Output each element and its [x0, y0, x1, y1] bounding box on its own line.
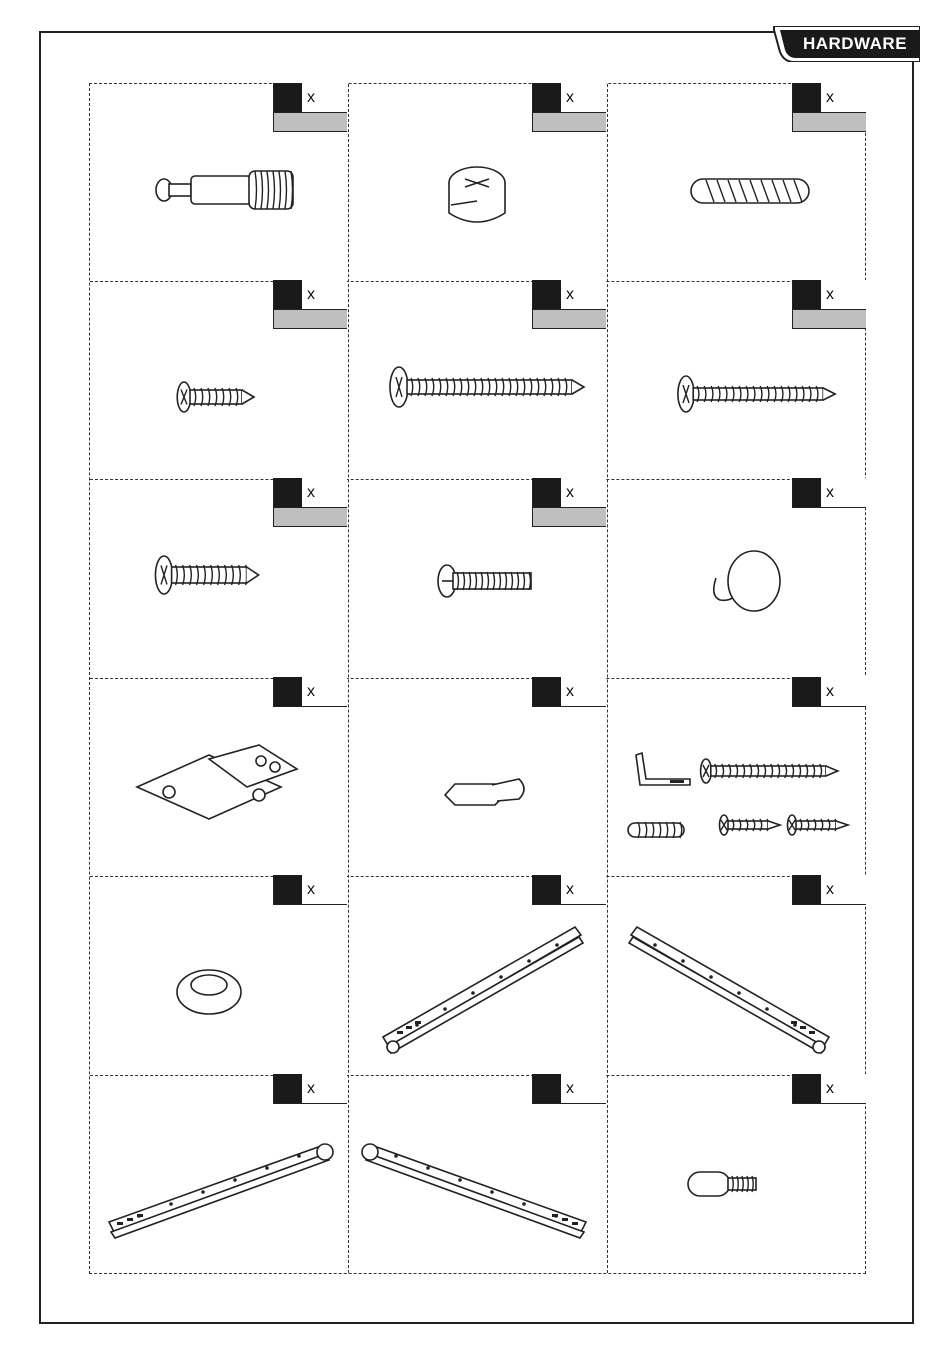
part-wood-dowel [606, 83, 866, 280]
quantity-gray-bar [792, 310, 866, 329]
quantity-fill [274, 83, 302, 112]
quantity-box [273, 478, 347, 527]
quantity-box [792, 280, 866, 329]
quantity-fill [533, 677, 561, 706]
quantity-fill [793, 1074, 821, 1103]
quantity-marker: x [302, 83, 347, 112]
part-medium-screw [606, 280, 866, 478]
quantity-fill [533, 83, 561, 112]
quantity-box [532, 280, 606, 329]
part-cabinet-rail-right [347, 1074, 606, 1274]
quantity-gray-bar [273, 310, 347, 329]
quantity-gray-bar [532, 310, 606, 329]
part-shelf-support [347, 677, 606, 875]
quantity-box [792, 1074, 866, 1104]
quantity-box [532, 1074, 606, 1104]
quantity-marker: x [821, 677, 866, 706]
quantity-fill [274, 478, 302, 507]
quantity-fill [793, 478, 821, 507]
quantity-box [273, 875, 347, 905]
quantity-marker: x [561, 677, 606, 706]
quantity-box [273, 1074, 347, 1104]
quantity-marker: x [302, 875, 347, 904]
part-cabinet-rail-left [89, 1074, 347, 1274]
quantity-gray-bar [792, 113, 866, 132]
quantity-marker: x [561, 83, 606, 112]
quantity-box [792, 875, 866, 905]
quantity-gray-bar [532, 508, 606, 527]
quantity-marker: x [821, 280, 866, 309]
quantity-box [273, 83, 347, 132]
quantity-marker: x [302, 677, 347, 706]
quantity-box [532, 875, 606, 905]
leveler-icon [606, 1074, 866, 1274]
quantity-marker: x [821, 1074, 866, 1103]
part-hinge [89, 677, 347, 875]
quantity-marker: x [561, 478, 606, 507]
quantity-fill [793, 280, 821, 309]
quantity-marker: x [302, 478, 347, 507]
quantity-fill [793, 875, 821, 904]
quantity-fill [793, 83, 821, 112]
quantity-marker: x [821, 875, 866, 904]
section-label: HARDWARE [802, 34, 908, 53]
quantity-fill [274, 677, 302, 706]
part-leveler [606, 1074, 866, 1274]
quantity-fill [533, 875, 561, 904]
part-drawer-slide-right [606, 875, 866, 1074]
quantity-box [273, 280, 347, 329]
quantity-box [792, 83, 866, 132]
quantity-fill [533, 1074, 561, 1103]
quantity-fill [274, 875, 302, 904]
quantity-fill [533, 280, 561, 309]
quantity-fill [274, 280, 302, 309]
part-knob [606, 478, 866, 677]
quantity-marker: x [821, 83, 866, 112]
quantity-marker: x [561, 280, 606, 309]
part-anti-tip-kit [606, 677, 866, 875]
quantity-box [273, 677, 347, 707]
part-drawer-slide-left [347, 875, 606, 1074]
part-cam-lock [347, 83, 606, 280]
quantity-marker: x [302, 280, 347, 309]
quantity-marker: x [302, 1074, 347, 1103]
quantity-box [792, 677, 866, 707]
part-bumper [89, 875, 347, 1074]
quantity-marker: x [561, 875, 606, 904]
quantity-fill [793, 677, 821, 706]
cabinet-rail-icon [89, 1074, 347, 1274]
part-cam-bolt [89, 83, 347, 280]
quantity-box [532, 478, 606, 527]
part-washer-head-screw [89, 478, 347, 677]
quantity-gray-bar [273, 113, 347, 132]
hardware-tab [772, 26, 920, 62]
quantity-box [532, 83, 606, 132]
quantity-box [532, 677, 606, 707]
quantity-marker: x [821, 478, 866, 507]
quantity-fill [533, 478, 561, 507]
quantity-box [792, 478, 866, 508]
quantity-marker: x [561, 1074, 606, 1103]
part-machine-screw [347, 478, 606, 677]
quantity-fill [274, 1074, 302, 1103]
part-long-screw [347, 280, 606, 478]
quantity-gray-bar [532, 113, 606, 132]
cabinet-rail-icon [347, 1074, 606, 1274]
quantity-gray-bar [273, 508, 347, 527]
part-short-screw [89, 280, 347, 478]
